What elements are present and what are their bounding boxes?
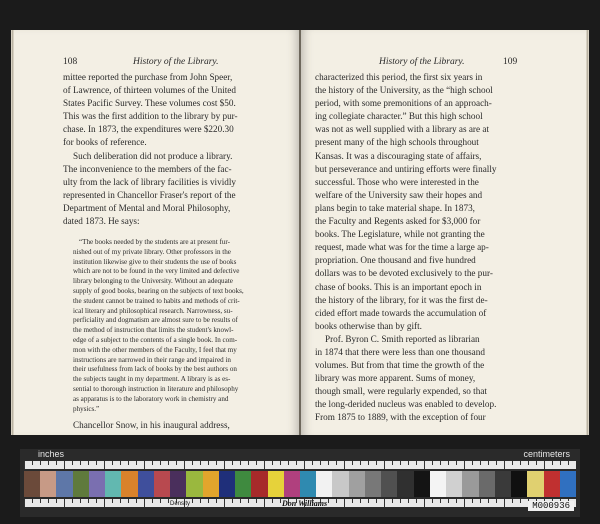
ruler-tick [400,499,401,503]
text-line: represented in Chancellor Fraser's report of the [63,189,236,200]
text-line: From 1875 to 1889, with the exception of four [315,412,486,423]
ruler-tick [208,461,209,465]
text-line: mittee reported the purchase from John Speer, [63,72,233,82]
ruler-tick [336,499,337,503]
ruler-tick [336,461,337,465]
text-line: volumes. But from that time the growth of the [315,360,485,371]
ruler-top [24,461,576,469]
ruler-tick [48,461,49,465]
ruler-tick [56,461,57,465]
ruler-tick [248,499,249,503]
ruler-tick [48,499,49,503]
ruler-tick [520,461,521,465]
text-line: successful. Those who were interested in the [315,176,479,187]
color-patch [316,471,332,497]
ruler-tick [344,461,345,469]
ruler-tick [240,499,241,503]
ruler-tick [232,461,233,465]
book-gutter [299,30,301,435]
text-line: characterized this period, the first six years in [315,72,483,82]
text-line: their usefulness from lack of books by the best authors on [73,365,237,374]
text-line: cided effort made towards the accumulation of [315,307,487,318]
ruler-tick [256,499,257,503]
ruler-tick [328,461,329,465]
ruler-tick [448,499,449,503]
ruler-tick [136,499,137,503]
ruler-tick [544,461,545,469]
text-line: chase. In 1873, the expenditures were $220.30 [63,124,234,135]
inches-label: inches [38,449,65,459]
ruler-tick [168,461,169,465]
ruler-tick [216,499,217,503]
color-patch [24,471,40,497]
ruler-tick [216,461,217,465]
ruler-tick [104,461,105,469]
text-line: supply of good books, bearing on the subjects of text books, [73,286,244,295]
text-line: instructions are narrowed in their range and impaired in [73,355,231,364]
color-patch [527,471,543,497]
color-patch [511,471,527,497]
text-line: mon with the other members of the Faculty, I feel that my [73,345,237,354]
color-patch [73,471,89,497]
ruler-tick [240,461,241,465]
color-patch [397,471,413,497]
text-line: dated 1873. He says: [63,216,140,227]
ruler-tick [64,461,65,469]
left-closing-line [73,419,283,432]
text-line: but perseverance and untiring efforts were finally [315,163,497,174]
ruler-tick [368,461,369,465]
ruler-tick [40,461,41,465]
ruler-tick [192,499,193,503]
text-line: Such deliberation did not produce a library. [73,150,233,161]
text-line: present many of the high schools throughout [315,137,479,148]
color-patch [203,471,219,497]
ruler-tick [384,461,385,469]
ruler-tick [160,499,161,503]
right-page-number: 109 [503,57,518,67]
ruler-tick [40,499,41,503]
text-line: edge of a subject to the contents of a single book. In com- [73,335,238,344]
ruler-tick [168,499,169,503]
text-line: books otherwise than by gift. [315,320,422,331]
ruler-tick [552,461,553,465]
ruler-tick [144,499,145,507]
color-patch [121,471,137,497]
ruler-tick [272,499,273,503]
text-line: the Faculty and Regents asked for $3,000 for [315,216,481,227]
ruler-tick [456,499,457,503]
color-patch [219,471,235,497]
ruler-tick [480,499,481,503]
ruler-tick [408,461,409,465]
ruler-tick [96,499,97,503]
text-line: nished out of my private library. Other professors in the [73,247,231,256]
ruler-tick [440,461,441,465]
ruler-tick [536,461,537,465]
color-patch [235,471,251,497]
ruler-tick [368,499,369,503]
ruler-tick [112,499,113,503]
ruler-tick [272,461,273,465]
right-running-title: History of the Library. [379,57,465,67]
ruler-tick [264,499,265,507]
ruler-tick [200,461,201,465]
ruler-tick [232,499,233,503]
ruler-tick [248,461,249,465]
left-body-text [63,71,283,228]
left-page-number: 108 [63,57,78,67]
ruler-tick [344,499,345,507]
ruler-tick [264,461,265,469]
ruler-tick [352,461,353,465]
ruler-tick [128,461,129,465]
ruler-tick [224,461,225,469]
ruler-tick [104,499,105,507]
text-line: of Lawrence, of thirteen volumes of the United [63,85,236,96]
centimeters-label: centimeters [523,449,570,459]
text-line: Kansas. It was a discouraging state of affairs, [315,150,482,161]
ruler-tick [24,461,25,469]
left-block-quote [73,238,279,414]
text-line: library belonging to the University. Without an adequate [73,277,233,286]
ruler-tick [416,461,417,465]
maker-logo: Don Williams [282,499,328,508]
ruler-tick [520,499,521,503]
ruler-tick [448,461,449,465]
ruler-tick [280,499,281,503]
ruler-tick [96,461,97,465]
color-patch [430,471,446,497]
text-line: ulty from the lack of library facilities is vividly [63,176,236,187]
text-line: Chancellor Snow, in his inaugural address, [73,420,230,430]
color-patch [186,471,202,497]
color-patch [414,471,430,497]
ruler-tick [432,499,433,503]
text-line: period, with some premonitions of an approach- [315,98,492,109]
color-patch [300,471,316,497]
color-patch [495,471,511,497]
color-patch [365,471,381,497]
ruler-tick [288,461,289,465]
ruler-tick [256,461,257,465]
ruler-tick [464,499,465,507]
text-line: ical literary and philosophical research. Narrowness, su- [73,306,233,315]
text-line: propriation. One thousand and five hundred [315,255,476,266]
density-label: Density [170,501,191,507]
ruler-tick [200,499,201,503]
ruler-tick [32,461,33,465]
text-line: The inconvenience to the members of the fac- [63,163,232,174]
ruler-tick [112,461,113,465]
text-line: though small, were regularly expended, so that [315,386,487,397]
color-patch [446,471,462,497]
ruler-tick [360,499,361,503]
ruler-tick [176,461,177,465]
text-line: the history of the library, for it was the first de- [315,294,488,305]
color-patch [56,471,72,497]
color-patch [462,471,478,497]
ruler-tick [416,499,417,503]
ruler-tick [504,461,505,469]
ruler-tick [208,499,209,503]
color-patch [284,471,300,497]
text-line: This was the first addition to the library by pur- [63,111,238,122]
ruler-tick [488,461,489,465]
text-line: in 1874 that there were less than one thousand [315,346,485,357]
ruler-tick [24,499,25,507]
ruler-tick [376,461,377,465]
ruler-tick [56,499,57,503]
ruler-tick [128,499,129,503]
ruler-tick [504,499,505,507]
text-line: Department of Mental and Moral Philosophy, [63,202,231,213]
color-patch [479,471,495,497]
ruler-tick [456,461,457,465]
text-line: ing collegiate character.” But this high school [315,111,483,122]
color-patch [138,471,154,497]
color-patch [40,471,56,497]
ruler-tick [192,461,193,465]
ruler-tick [472,499,473,503]
color-calibration-target [20,449,580,517]
ruler-tick [152,461,153,465]
ruler-tick [224,499,225,507]
ruler-tick [160,461,161,465]
ruler-tick [408,499,409,503]
ruler-tick [184,461,185,469]
ruler-tick [88,499,89,503]
ruler-tick [304,461,305,469]
text-line: States Pacific Survey. These volumes cost $50. [63,98,236,109]
color-patch [105,471,121,497]
ruler-tick [568,461,569,465]
ruler-tick [512,461,513,465]
text-line: dollars was to be devoted exclusively to the pur- [315,268,493,279]
text-line: the student cannot be trained to habits and methods of crit- [73,296,240,305]
text-line: books. The Legislature, while not granting the [315,229,485,240]
ruler-tick [64,499,65,507]
ruler-tick [392,461,393,465]
ruler-tick [120,461,121,465]
ruler-tick [72,499,73,503]
ruler-tick [360,461,361,465]
ruler-tick [400,461,401,465]
text-line: the history of the University, as the “high school [315,85,493,96]
color-patch [332,471,348,497]
ruler-tick [296,461,297,465]
ruler-tick [512,499,513,503]
text-line: which are not to be found in the very limited and defective [73,267,240,276]
ruler-tick [496,499,497,503]
left-running-title: History of the Library. [133,57,219,67]
ruler-tick [424,461,425,469]
ruler-tick [320,461,321,465]
text-line: physics.” [73,404,100,413]
ruler-tick [88,461,89,465]
ruler-tick [376,499,377,503]
color-patch [251,471,267,497]
color-patch [89,471,105,497]
ruler-tick [72,461,73,465]
color-patch [349,471,365,497]
ruler-tick [312,461,313,465]
ruler-tick [480,461,481,465]
ruler-tick [472,461,473,465]
ruler-tick [32,499,33,503]
ruler-tick [136,461,137,465]
ruler-tick [424,499,425,507]
ruler-tick [440,499,441,503]
ruler-tick [152,499,153,503]
text-line: sential to thorough instruction in literature and philosophy [73,384,239,393]
ruler-tick [392,499,393,503]
ruler-tick [464,461,465,469]
item-id-tag: M000936 [528,501,574,511]
text-line: plans begin to take material shape. In 1873, [315,202,475,213]
ruler-tick [528,461,529,465]
ruler-tick [80,461,81,465]
text-line: for books of reference. [63,137,147,148]
text-line: as apparatus is to the laboratory work in chemistry and [73,394,229,403]
color-patch [170,471,186,497]
text-line: perficiality and dogmatism are almost sure to be results of [73,316,238,325]
ruler-tick [496,461,497,465]
text-line: the long-derided nucleus was enabled to develop. [315,399,497,410]
text-line: the subjects taught in my department. A library is as es- [73,375,231,384]
ruler-tick [488,499,489,503]
ruler-tick [384,499,385,507]
color-patch [268,471,284,497]
color-patch [560,471,576,497]
text-line: chase of books. This is an important epoch in [315,281,482,292]
ruler-tick [328,499,329,503]
color-patch [154,471,170,497]
text-line: Prof. Byron C. Smith reported as librarian [325,333,480,344]
text-line: library was more apparent. Sums of money, [315,373,476,384]
text-line: institution likewise give to their students the use of books [73,257,237,266]
color-patch [381,471,397,497]
color-patch [544,471,560,497]
ruler-tick [144,461,145,469]
text-line: “The books needed by the students are at present fur- [79,238,230,246]
ruler-tick [80,499,81,503]
right-page-edges [586,30,589,435]
right-body-text [315,71,533,425]
text-line: was not as well supplied with a library as are at [315,124,490,135]
ruler-tick [432,461,433,465]
ruler-tick [352,499,353,503]
text-line: the method of instruction that limits the student's knowl- [73,326,234,335]
ruler-tick [280,461,281,465]
color-patches [24,471,576,497]
ruler-tick [120,499,121,503]
ruler-tick [560,461,561,465]
text-line: welfare of the University saw their hopes and [315,189,483,200]
text-line: request, made what was for the time a large ap- [315,242,489,253]
